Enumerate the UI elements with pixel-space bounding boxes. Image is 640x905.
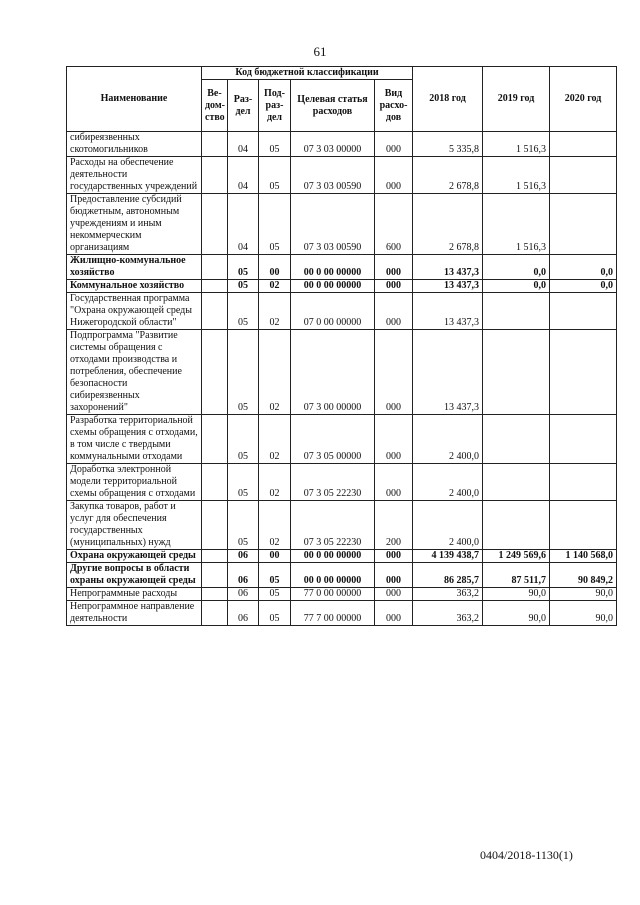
cell-vid: 000 [375, 157, 413, 194]
cell-celevaya: 07 3 05 22230 [291, 501, 375, 550]
cell-vid: 000 [375, 293, 413, 330]
table-row [67, 415, 617, 464]
cell-vedomstvo: 06 [228, 550, 259, 563]
cell-name: сибиреязвенных скотомогильников [67, 132, 202, 157]
cell-razdel: 00 [259, 550, 291, 563]
cell-vid: 000 [375, 464, 413, 501]
cell-razdel: 05 [259, 194, 291, 255]
cell-vedomstvo: 04 [228, 157, 259, 194]
table-header [67, 67, 617, 132]
cell-razdel: 05 [259, 601, 291, 626]
cell-2018: 13 437,3 [413, 280, 483, 293]
cell-vid: 000 [375, 280, 413, 293]
cell-2018: 2 678,8 [413, 194, 483, 255]
cell-vid: 000 [375, 330, 413, 415]
cell-name: Непрограммное направление деятельности [67, 601, 202, 626]
cell-vedomstvo: 05 [228, 464, 259, 501]
cell-spacer [202, 563, 228, 588]
cell-celevaya: 07 3 05 22230 [291, 464, 375, 501]
cell-celevaya: 77 0 00 00000 [291, 588, 375, 601]
cell-vid: 000 [375, 255, 413, 280]
cell-2020: 0,0 [550, 255, 617, 280]
header-code-group: Код бюджетной классификации [202, 67, 413, 80]
cell-spacer [202, 415, 228, 464]
cell-2020 [550, 157, 617, 194]
cell-razdel: 02 [259, 464, 291, 501]
cell-vid: 000 [375, 415, 413, 464]
cell-name: Подпрограмма "Развитие системы обращения с отходами производства и потребления, обеспечение безопасности сибиреязвенных захоронений" [67, 330, 202, 415]
cell-2018: 363,2 [413, 588, 483, 601]
cell-2018: 363,2 [413, 601, 483, 626]
cell-celevaya: 00 0 00 00000 [291, 550, 375, 563]
cell-vedomstvo: 05 [228, 330, 259, 415]
cell-name: Государственная программа "Охрана окружающей среды Нижегородской области" [67, 293, 202, 330]
cell-name: Закупка товаров, работ и услуг для обеспечения государственных (муниципальных) нужд [67, 501, 202, 550]
cell-2019: 1 516,3 [483, 157, 550, 194]
cell-2019 [483, 464, 550, 501]
cell-razdel: 02 [259, 280, 291, 293]
cell-2018: 2 678,8 [413, 157, 483, 194]
cell-spacer [202, 550, 228, 563]
cell-vedomstvo: 05 [228, 501, 259, 550]
cell-celevaya: 07 3 05 00000 [291, 415, 375, 464]
cell-vid: 000 [375, 588, 413, 601]
header-name: Наименование [67, 67, 202, 132]
cell-name: Предоставление субсидий бюджетным, автономным учреждениям и иным некоммерческим организациям [67, 194, 202, 255]
cell-2018: 86 285,7 [413, 563, 483, 588]
header-2019: 2019 год [483, 67, 550, 132]
cell-celevaya: 07 3 03 00590 [291, 157, 375, 194]
cell-spacer [202, 132, 228, 157]
cell-vedomstvo: 04 [228, 132, 259, 157]
cell-razdel: 00 [259, 255, 291, 280]
table-row [67, 563, 617, 588]
cell-vedomstvo: 06 [228, 563, 259, 588]
cell-2020 [550, 293, 617, 330]
cell-2019: 0,0 [483, 280, 550, 293]
cell-vedomstvo: 06 [228, 601, 259, 626]
cell-vedomstvo: 05 [228, 255, 259, 280]
cell-2019: 0,0 [483, 255, 550, 280]
cell-razdel: 02 [259, 501, 291, 550]
cell-spacer [202, 157, 228, 194]
cell-2020 [550, 132, 617, 157]
cell-2019 [483, 501, 550, 550]
table-row [67, 194, 617, 255]
table-row [67, 550, 617, 563]
cell-2019: 90,0 [483, 588, 550, 601]
document-code: 0404/2018-1130(1) [480, 848, 573, 862]
cell-razdel: 05 [259, 588, 291, 601]
cell-vid: 600 [375, 194, 413, 255]
cell-name: Доработка электронной модели территориальной схемы обращения с отходами [67, 464, 202, 501]
cell-spacer [202, 194, 228, 255]
cell-name: Охрана окружающей среды [67, 550, 202, 563]
header-2020: 2020 год [550, 67, 617, 132]
cell-celevaya: 00 0 00 00000 [291, 280, 375, 293]
cell-2020: 90,0 [550, 601, 617, 626]
cell-razdel: 02 [259, 415, 291, 464]
cell-2018: 13 437,3 [413, 330, 483, 415]
table-row [67, 588, 617, 601]
cell-name: Жилищно-коммунальное хозяйство [67, 255, 202, 280]
cell-2019: 1 249 569,6 [483, 550, 550, 563]
cell-spacer [202, 588, 228, 601]
cell-spacer [202, 501, 228, 550]
cell-2018: 2 400,0 [413, 501, 483, 550]
cell-vid: 000 [375, 563, 413, 588]
cell-2020 [550, 415, 617, 464]
cell-2018: 5 335,8 [413, 132, 483, 157]
header-vedomstvo: Ве-дом-ство [202, 80, 228, 132]
cell-vid: 000 [375, 550, 413, 563]
table-row [67, 157, 617, 194]
cell-celevaya: 00 0 00 00000 [291, 563, 375, 588]
cell-2018: 13 437,3 [413, 255, 483, 280]
cell-2018: 2 400,0 [413, 415, 483, 464]
cell-2019: 90,0 [483, 601, 550, 626]
cell-2019 [483, 330, 550, 415]
cell-2020: 1 140 568,0 [550, 550, 617, 563]
cell-2020 [550, 330, 617, 415]
cell-2019 [483, 415, 550, 464]
table-row [67, 330, 617, 415]
cell-2020 [550, 501, 617, 550]
cell-name: Непрограммные расходы [67, 588, 202, 601]
header-vid: Вид расхо-дов [375, 80, 413, 132]
header-podrazdel: Под-раз-дел [259, 80, 291, 132]
page-number: 61 [313, 44, 327, 59]
table-row [67, 501, 617, 550]
cell-vedomstvo: 06 [228, 588, 259, 601]
cell-2019: 87 511,7 [483, 563, 550, 588]
header-razdel: Раз-дел [228, 80, 259, 132]
cell-razdel: 05 [259, 132, 291, 157]
cell-2019: 1 516,3 [483, 132, 550, 157]
cell-celevaya: 00 0 00 00000 [291, 255, 375, 280]
cell-celevaya: 07 3 00 00000 [291, 330, 375, 415]
cell-celevaya: 77 7 00 00000 [291, 601, 375, 626]
table-row [67, 464, 617, 501]
cell-spacer [202, 255, 228, 280]
cell-vid: 000 [375, 132, 413, 157]
cell-2020 [550, 194, 617, 255]
cell-spacer [202, 464, 228, 501]
cell-spacer [202, 330, 228, 415]
cell-vid: 000 [375, 601, 413, 626]
cell-spacer [202, 293, 228, 330]
cell-vedomstvo: 05 [228, 280, 259, 293]
table-row [67, 293, 617, 330]
table-row [67, 601, 617, 626]
cell-razdel: 05 [259, 563, 291, 588]
cell-2020: 90,0 [550, 588, 617, 601]
table-row [67, 255, 617, 280]
cell-razdel: 02 [259, 293, 291, 330]
cell-spacer [202, 280, 228, 293]
cell-2018: 4 139 438,7 [413, 550, 483, 563]
cell-2019: 1 516,3 [483, 194, 550, 255]
cell-vedomstvo: 05 [228, 293, 259, 330]
cell-2020: 90 849,2 [550, 563, 617, 588]
cell-name: Коммунальное хозяйство [67, 280, 202, 293]
budget-table [66, 66, 617, 626]
table-row [67, 132, 617, 157]
cell-2018: 13 437,3 [413, 293, 483, 330]
cell-razdel: 02 [259, 330, 291, 415]
cell-name: Разработка территориальной схемы обращения с отходами, в том числе с твердыми коммунальными отходами [67, 415, 202, 464]
cell-2020 [550, 464, 617, 501]
cell-vedomstvo: 05 [228, 415, 259, 464]
cell-celevaya: 07 0 00 00000 [291, 293, 375, 330]
cell-name: Другие вопросы в области охраны окружающей среды [67, 563, 202, 588]
cell-name: Расходы на обеспечение деятельности государственных учреждений [67, 157, 202, 194]
cell-2020: 0,0 [550, 280, 617, 293]
cell-celevaya: 07 3 03 00000 [291, 132, 375, 157]
header-2018: 2018 год [413, 67, 483, 132]
cell-celevaya: 07 3 03 00590 [291, 194, 375, 255]
cell-razdel: 05 [259, 157, 291, 194]
cell-vid: 200 [375, 501, 413, 550]
cell-2018: 2 400,0 [413, 464, 483, 501]
cell-2019 [483, 293, 550, 330]
header-celevaya: Целевая статья расходов [291, 80, 375, 132]
cell-vedomstvo: 04 [228, 194, 259, 255]
table-body [67, 132, 617, 626]
table-row [67, 280, 617, 293]
cell-spacer [202, 601, 228, 626]
